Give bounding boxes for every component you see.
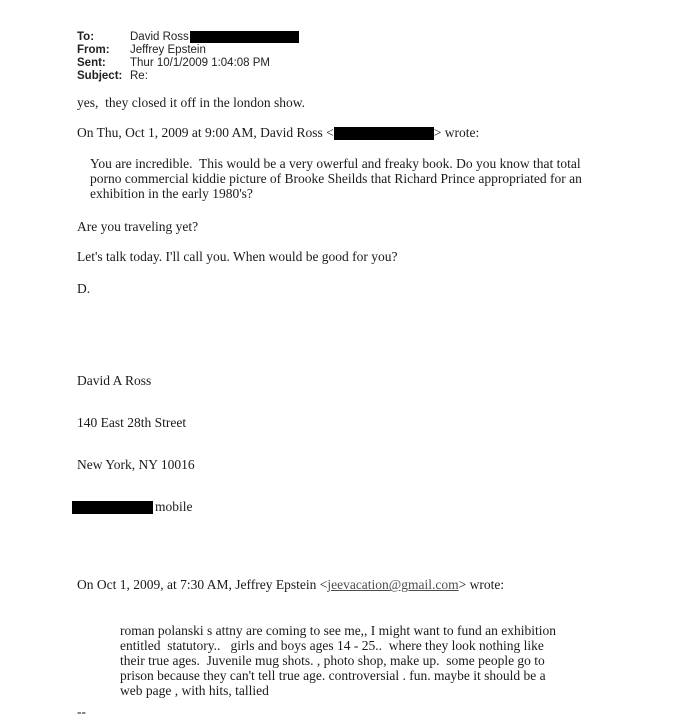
header-row-from <box>77 44 678 57</box>
header-row-sent <box>77 57 678 70</box>
header-label-subject: Subject: <box>77 70 123 82</box>
quote2-attr-prefix: On Oct 1, 2009, at 7:30 AM, Jeffrey Epstein < <box>77 577 328 593</box>
signature-block <box>77 346 678 542</box>
signature-name: David A Ross <box>77 373 152 388</box>
recipient-name: David Ross <box>130 31 189 43</box>
reply-text: yes, they closed it off in the london show. <box>77 95 305 110</box>
quote2-text: roman polanski s attny are coming to see me,, I might want to fund an exhibition entitled statutory.. girls and boys ages 14 - 25.. where they look nothing like their true ages. Juvenile mug shots. , photo shop, make up. some people go to prison because they can't tell true age. controversial . fun. maybe it should be a web page , with hits, tallied <box>120 623 560 699</box>
subject-value: Re: <box>130 70 148 82</box>
talk-line: Let's talk today. I'll call you. When would be good for you? <box>77 249 398 264</box>
signature-city: New York, NY 10016 <box>77 457 195 472</box>
signature-mobile-line <box>77 500 678 514</box>
redaction-bar <box>334 127 434 140</box>
sender-name: Jeffrey Epstein <box>130 44 206 56</box>
sender-initial: D. <box>77 281 91 296</box>
signature-delimiter: -- <box>77 704 86 719</box>
quote1-text: You are incredible. This would be a very owerful and freaky book. Do you know that total porno commercial kiddie picture of Brooke Sheilds that Richard Prince appropriated for an exhibition in the early 1980's? <box>90 156 586 201</box>
email-link[interactable]: jeevacation@gmail.com <box>327 577 459 593</box>
header-label-to: To: <box>77 31 95 43</box>
traveling-question: Are you traveling yet? <box>77 219 199 234</box>
email-header <box>77 31 678 83</box>
redaction-bar <box>72 501 153 514</box>
header-label-sent: Sent: <box>77 57 106 69</box>
quote1-attribution <box>77 125 678 140</box>
quote2-attr-suffix: > wrote: <box>458 577 505 593</box>
header-row-to <box>77 31 678 44</box>
quote1-attr-prefix: On Thu, Oct 1, 2009 at 9:00 AM, David Ross < <box>77 125 334 140</box>
header-label-from: From: <box>77 44 110 56</box>
redaction-bar <box>190 31 299 43</box>
quote1-attr-suffix: > wrote: <box>433 125 480 140</box>
mobile-label: mobile <box>155 499 193 514</box>
header-row-subject <box>77 70 678 83</box>
sent-timestamp: Thur 10/1/2009 1:04:08 PM <box>130 57 271 69</box>
header-value-to <box>130 31 299 44</box>
quote2-attribution <box>77 577 678 592</box>
signature-street: 140 East 28th Street <box>77 415 187 430</box>
